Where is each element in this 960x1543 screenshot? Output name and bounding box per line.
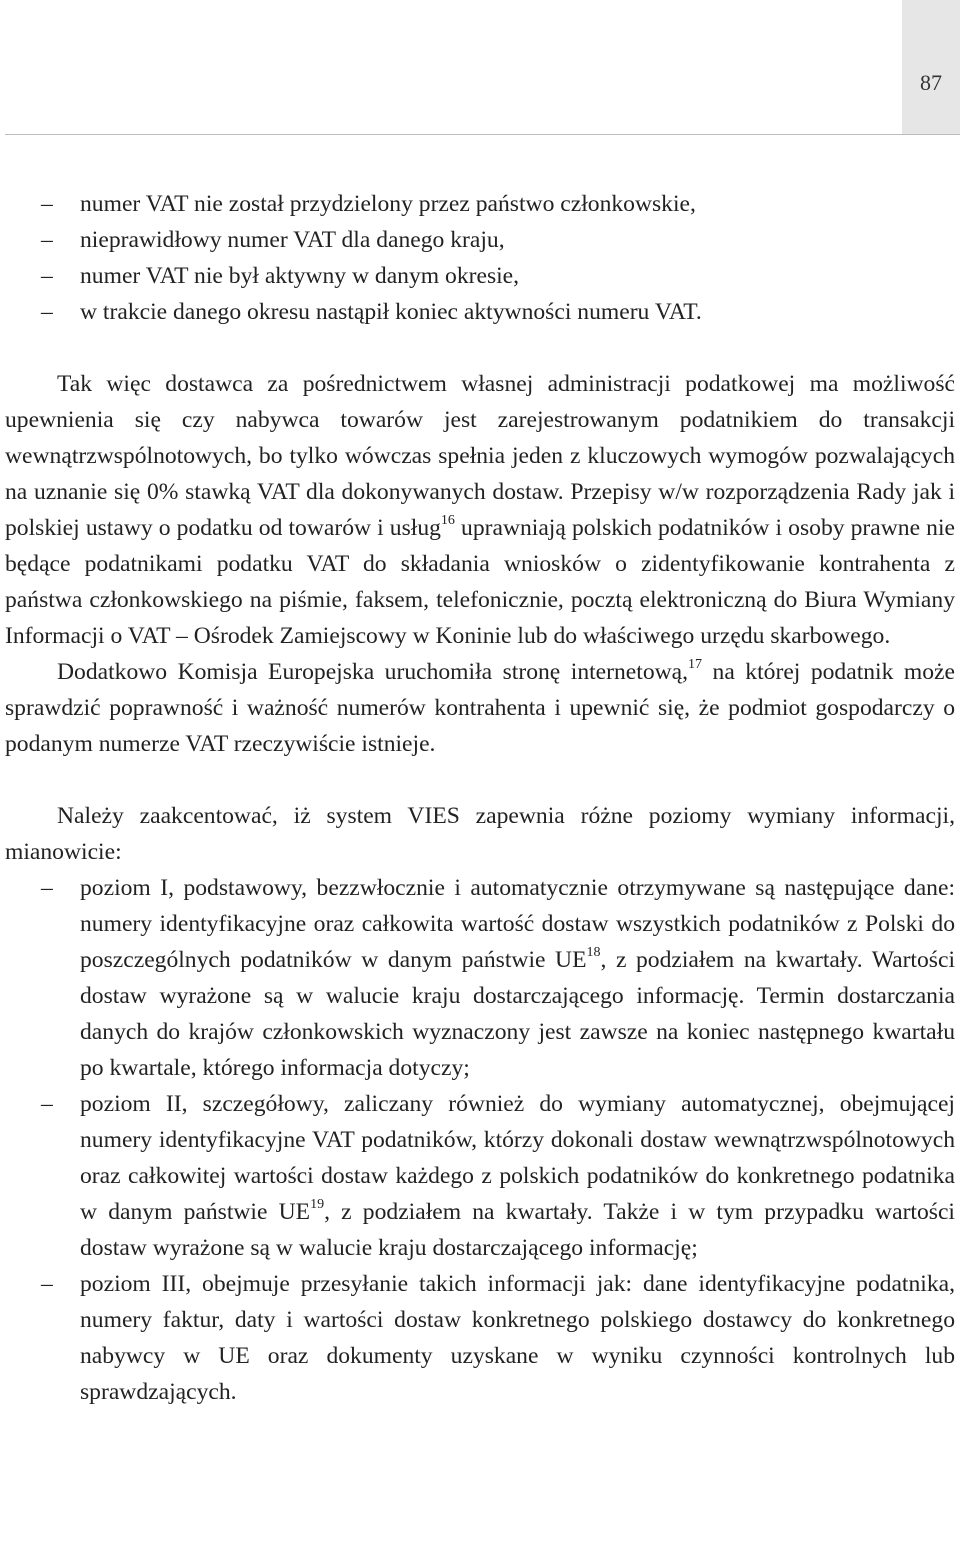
list-item: – numer VAT nie został przydzielony przez państwo członkowskie, [5, 186, 955, 222]
page-body [5, 186, 955, 1410]
page-number: 87 [920, 70, 942, 95]
list-item-level-3: – poziom III, obejmuje przesyłanie takich informacji jak: dane identyfikacyjne podatnika, numery faktur, daty i wartości dostaw konkretnego polskiego dostawcy do konkretnego nabywcy w UE oraz dokumenty uzyskane w wyniku czynności kontrolnych lub sprawdzających. [5, 1266, 955, 1410]
dash-bullet: – [41, 299, 53, 325]
dash-bullet: – [41, 1091, 53, 1117]
list-item: – w trakcie danego okresu nastąpił koniec aktywności numeru VAT. [5, 294, 955, 330]
footnote-ref-18: 18 [586, 945, 601, 961]
page-number-tab [902, 0, 960, 134]
vies-error-list [5, 186, 955, 330]
vies-levels-list [5, 870, 955, 1410]
paragraph-vies-levels: Należy zaakcentować, iż system VIES zapewnia różne poziomy wymiany informacji, mianowicie: [5, 803, 955, 865]
dash-bullet: – [41, 191, 53, 217]
dash-bullet: – [41, 227, 53, 253]
list-item: – numer VAT nie był aktywny w danym okresie, [5, 258, 955, 294]
dash-bullet: – [41, 875, 53, 901]
paragraph-commission-website: Dodatkowo Komisja Europejska uruchomiła stronę internetową,$^{17}$ na której podatnik może sprawdzić poprawność i ważność numerów kontrahenta i upewnić się, że podmiot gospodarczy o podanym numerze VAT rzeczywiście istnieje. [5, 657, 955, 757]
list-item-level-2: – poziom II, szczegółowy, zaliczany również do wymiany automatycznej, obejmującej numery identyfikacyjne VAT podatników, którzy dokonali dostaw wewnątrzwspólnotowych oraz całkowitej wartości dostaw każdego z polskich podatników do konkretnego podatnika w danym państwie UE$^{19}$, z podziałem na kwartały. Także i w tym przypadku wartości dostaw wyrażone są w walucie kraju dostarczającego informację; [5, 1086, 955, 1266]
dash-bullet: – [41, 263, 53, 289]
footnote-ref-17: 17 [688, 657, 703, 673]
footnote-ref-19: 19 [310, 1197, 325, 1213]
list-item: – nieprawidłowy numer VAT dla danego kraju, [5, 222, 955, 258]
dash-bullet: – [41, 1271, 53, 1297]
list-item-level-1: – poziom I, podstawowy, bezzwłocznie i automatycznie otrzymywane są następujące dane: numery identyfikacyjne oraz całkowita wartość dostaw wszystkich podatników z Polski do poszczególnych podatników w danym państwie UE$^{18}$, z podziałem na kwartały. Wartości dostaw wyrażone są w walucie kraju dostarczającego informację. Termin dostarczania danych do krajów członkowskich wyznaczony jest zawsze na koniec następnego kwartału po kwartale, którego informacja dotyczy; [5, 870, 955, 1086]
paragraph-verification: Tak więc dostawca za pośrednictwem własnej administracji podatkowej ma możliwość upewnienia się czy nabywca towarów jest zarejestrowanym podatnikiem do transakcji wewnątrzwspólnotowych, bo tylko wówczas spełnia jeden z kluczowych wymogów pozwalających na uznanie się 0% stawką VAT dla dokonywanych dostaw. Przepisy w/w rozporządzenia Rady jak i polskiej ustawy o podatku od towarów i usług$^{16}$ uprawniają polskich podatników i osoby prawne nie będące podatnikami podatku VAT do składania wniosków o zidentyfikowanie kontrahenta z państwa członkowskiego na piśmie, faksem, telefonicznie, pocztą elektroniczną do Biura Wymiany Informacji o VAT – Ośrodek Zamiejscowy w Koninie lub do właściwego urzędu skarbowego. [5, 371, 955, 649]
header-rule [5, 134, 960, 135]
footnote-ref-16: 16 [440, 513, 455, 529]
